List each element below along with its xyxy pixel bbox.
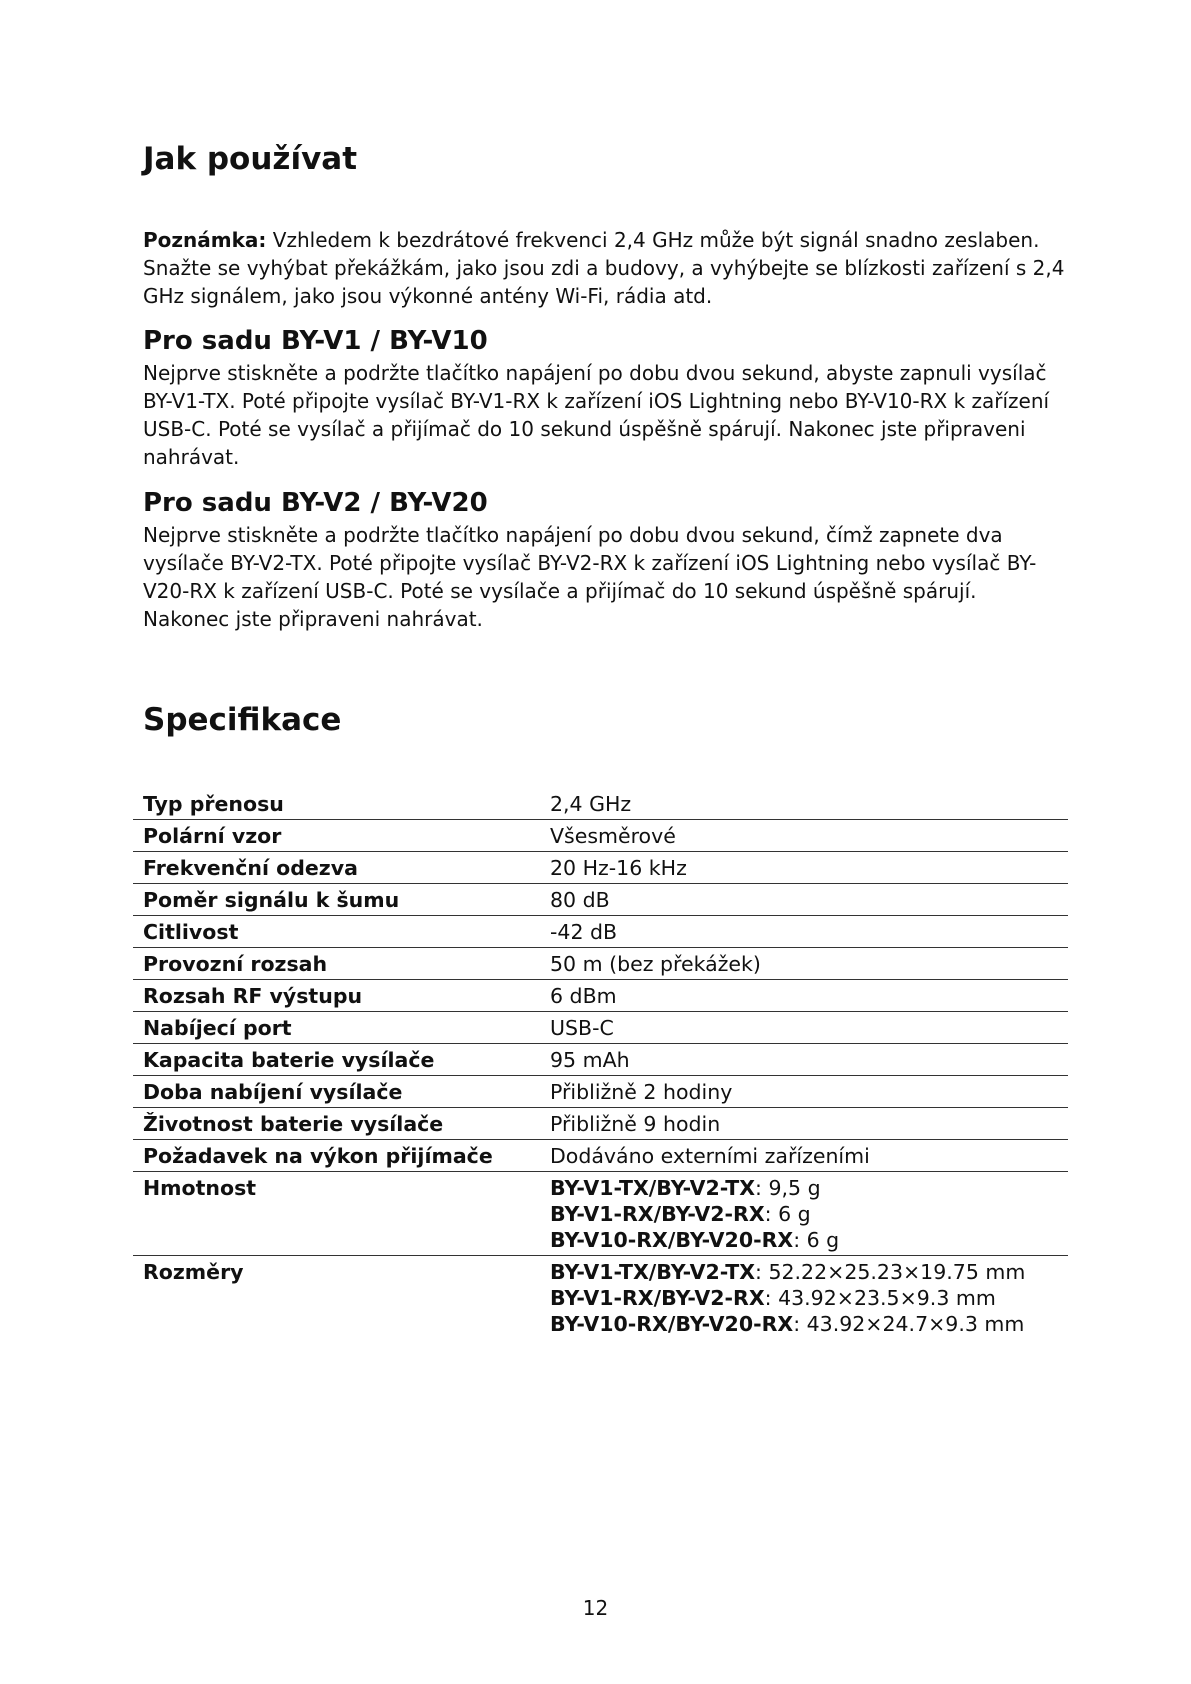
specs-table	[133, 788, 1068, 1339]
table-row	[133, 916, 1068, 948]
spec-value-weight	[540, 1172, 1068, 1256]
spec-key: Životnost baterie vysílače	[143, 1112, 444, 1136]
spec-key: Poměr signálu k šumu	[143, 888, 400, 912]
spec-key: Rozměry	[143, 1260, 244, 1284]
spec-value: Přibližně 9 hodin	[550, 1112, 721, 1136]
kit1-paragraph: Nejprve stiskněte a podržte tlačítko napájení po dobu dvou sekund, abyste zapnuli vysílač BY-V1-TX. Poté připojte vysílač BY-V1-RX k zařízení iOS Lightning nebo BY-V10-RX k zařízení USB-C. Poté se vysílač a přijímač do 10 sekund úspěšně spárují. Nakonec jste připraveni nahrávat.	[143, 361, 1050, 469]
spec-key: Hmotnost	[143, 1176, 257, 1200]
note-label: Poznámka:	[143, 228, 267, 252]
spec-value: Všesměrové	[550, 824, 676, 848]
spec-value: -42 dB	[550, 920, 618, 944]
dimension-line	[550, 1311, 1058, 1337]
note-text: Vzhledem k bezdrátové frekvenci 2,4 GHz může být signál snadno zeslaben. Snažte se vyhýbat překážkám, jako jsou zdi a budovy, a vyhýbejte se blízkosti zařízení s 2,4 GHz signálem, jako jsou výkonné antény Wi-Fi, rádia atd.	[143, 228, 1065, 308]
spec-value: USB-C	[550, 1016, 614, 1040]
spec-value: 50 m (bez překážek)	[550, 952, 761, 976]
spec-value-dimensions	[540, 1256, 1068, 1340]
table-row	[133, 1012, 1068, 1044]
dimension-value: : 52.22×25.23×19.75 mm	[755, 1260, 1026, 1284]
table-row	[133, 948, 1068, 980]
dimension-line	[550, 1285, 1058, 1311]
model-name: BY-V1-RX/BY-V2-RX	[550, 1286, 765, 1310]
spec-value: Přibližně 2 hodiny	[550, 1080, 733, 1104]
spec-key: Citlivost	[143, 920, 239, 944]
section-title-how-to-use: Jak používat	[143, 141, 358, 177]
spec-key: Polární vzor	[143, 824, 282, 848]
weight-value: : 6 g	[793, 1228, 840, 1252]
section-title-specs: Specifikace	[143, 702, 342, 738]
model-name: BY-V1-RX/BY-V2-RX	[550, 1202, 765, 1226]
weight-value: : 9,5 g	[755, 1176, 821, 1200]
spec-key: Požadavek na výkon přijímače	[143, 1144, 493, 1168]
spec-value: Dodáváno externími zařízeními	[550, 1144, 870, 1168]
weight-line	[550, 1201, 1058, 1227]
table-row	[133, 980, 1068, 1012]
kit2-heading: Pro sadu BY-V2 / BY-V20	[143, 488, 488, 518]
spec-key: Typ přenosu	[143, 792, 284, 816]
spec-value: 6 dBm	[550, 984, 617, 1008]
weight-value: : 6 g	[764, 1202, 811, 1226]
table-row	[133, 852, 1068, 884]
weight-line	[550, 1175, 1058, 1201]
table-row	[133, 1076, 1068, 1108]
model-name: BY-V10-RX/BY-V20-RX	[550, 1228, 794, 1252]
table-row	[133, 1108, 1068, 1140]
table-row-weight	[133, 1172, 1068, 1256]
spec-key: Doba nabíjení vysílače	[143, 1080, 403, 1104]
model-name: BY-V10-RX/BY-V20-RX	[550, 1312, 794, 1336]
model-name: BY-V1-TX/BY-V2-TX	[550, 1176, 756, 1200]
spec-value: 20 Hz-16 kHz	[550, 856, 687, 880]
table-row	[133, 1140, 1068, 1172]
spec-value: 95 mAh	[550, 1048, 630, 1072]
table-row-dimensions	[133, 1256, 1068, 1340]
note-paragraph	[143, 226, 1068, 310]
page-number: 12	[582, 1596, 609, 1620]
dimension-value: : 43.92×23.5×9.3 mm	[764, 1286, 996, 1310]
dimension-value: : 43.92×24.7×9.3 mm	[793, 1312, 1025, 1336]
spec-key: Rozsah RF výstupu	[143, 984, 363, 1008]
table-row	[133, 1044, 1068, 1076]
kit1-heading: Pro sadu BY-V1 / BY-V10	[143, 326, 488, 356]
table-row	[133, 788, 1068, 820]
spec-key: Frekvenční odezva	[143, 856, 358, 880]
table-row	[133, 884, 1068, 916]
table-row	[133, 820, 1068, 852]
weight-line	[550, 1227, 1058, 1253]
spec-key: Provozní rozsah	[143, 952, 328, 976]
spec-value: 80 dB	[550, 888, 610, 912]
dimension-line	[550, 1259, 1058, 1285]
model-name: BY-V1-TX/BY-V2-TX	[550, 1260, 756, 1284]
kit2-paragraph: Nejprve stiskněte a podržte tlačítko napájení po dobu dvou sekund, čímž zapnete dva vysílače BY-V2-TX. Poté připojte vysílač BY-V2-RX k zařízení iOS Lightning nebo vysílač BY-V20-RX k zařízení USB-C. Poté se vysílače a přijímač do 10 sekund úspěšně spárují. Nakonec jste připraveni nahrávat.	[143, 523, 1037, 631]
spec-key: Nabíjecí port	[143, 1016, 292, 1040]
spec-value: 2,4 GHz	[550, 792, 632, 816]
spec-key: Kapacita baterie vysílače	[143, 1048, 435, 1072]
